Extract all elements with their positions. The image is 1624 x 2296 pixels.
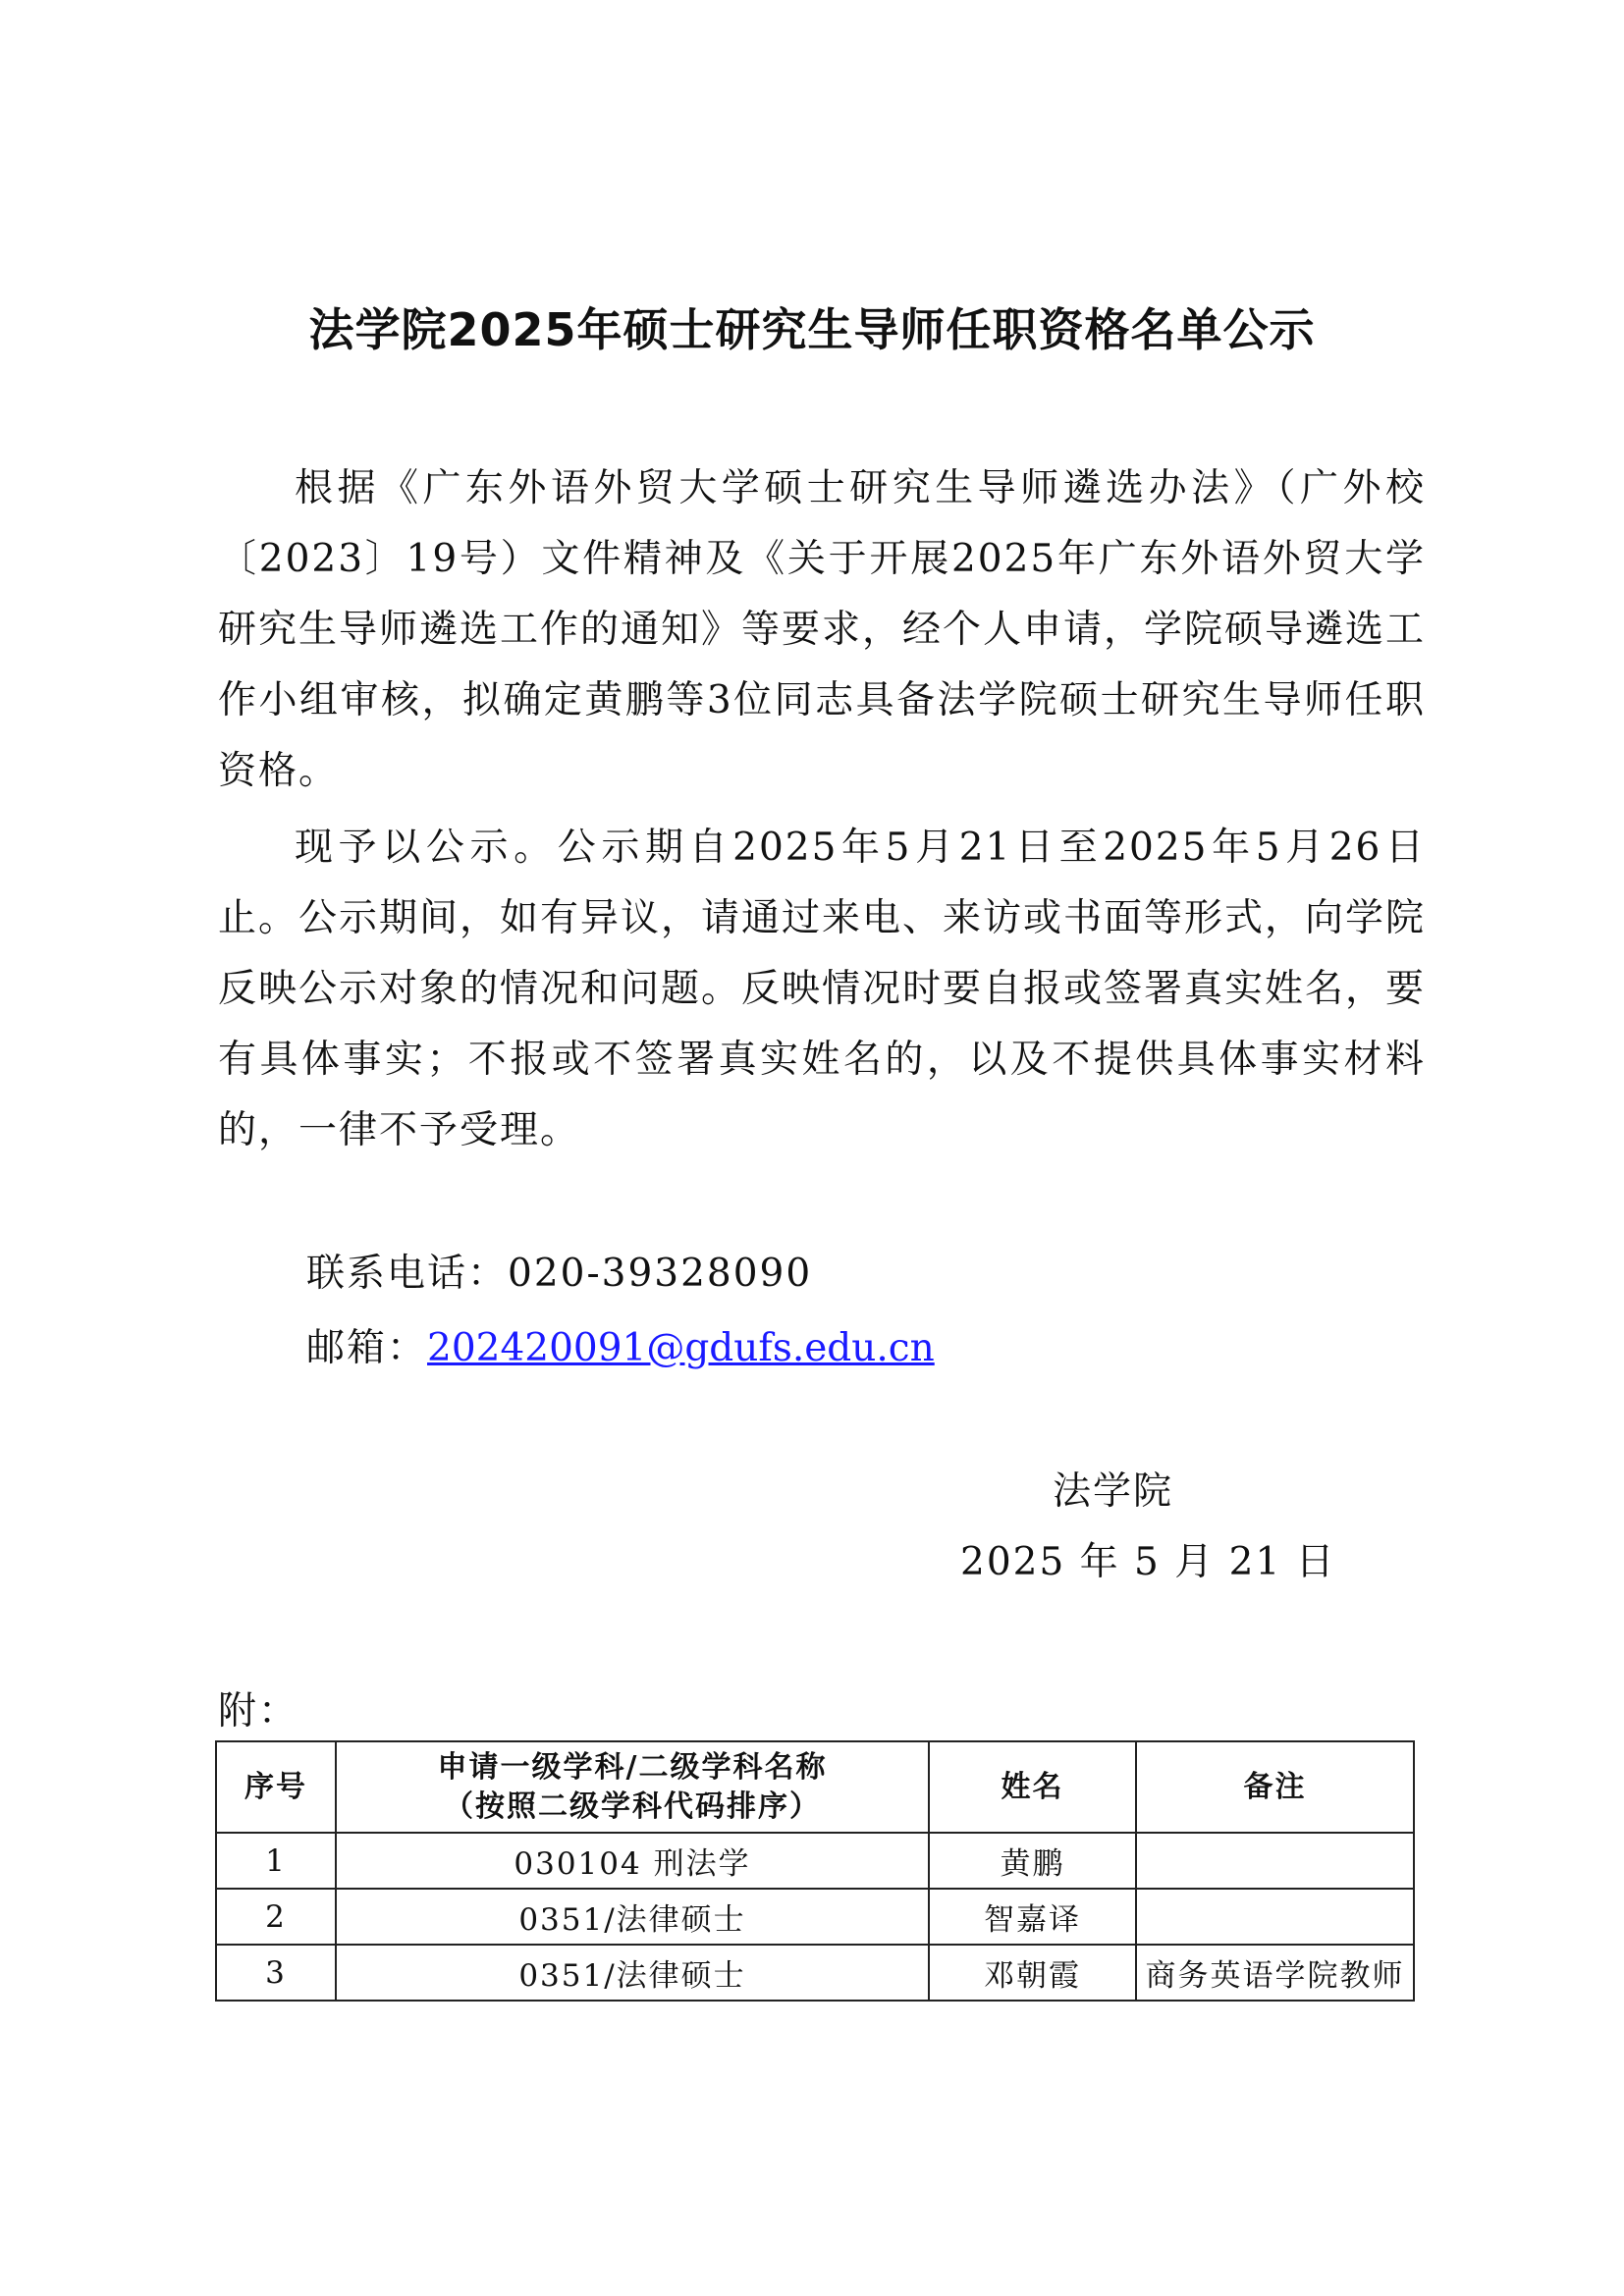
header-name: 姓名 xyxy=(929,1741,1136,1833)
signature-date: 2025 年 5 月 21 日 xyxy=(960,1540,1336,1584)
contact-phone xyxy=(306,1237,812,1311)
cell-subject: 0351/法律硕士 xyxy=(336,1889,929,1945)
cell-note: 商务英语学院教师 xyxy=(1136,1945,1414,2001)
paragraph-basis xyxy=(218,454,1426,807)
appendix-label: 附： xyxy=(218,1689,299,1734)
page-title: 法学院2025年硕士研究生导师任职资格名单公示 xyxy=(308,303,1316,356)
table-row xyxy=(216,1833,1414,1889)
cell-note xyxy=(1136,1889,1414,1945)
table-row xyxy=(216,1945,1414,2001)
phone-number: 020-39328090 xyxy=(508,1252,813,1296)
header-subject-line2: （按照二级学科代码排序） xyxy=(444,1789,821,1824)
email-link[interactable]: 202420091@gdufs.edu.cn xyxy=(427,1326,935,1370)
table-row xyxy=(216,1889,1414,1945)
cell-subject: 0351/法律硕士 xyxy=(336,1945,929,2001)
cell-name: 邓朝霞 xyxy=(929,1945,1136,2001)
phone-label: 联系电话： xyxy=(306,1252,509,1296)
paragraph-notice xyxy=(218,813,1426,1166)
header-subject-line1: 申请一级学科/二级学科名称 xyxy=(437,1749,828,1785)
paragraph-text: 根据《广东外语外贸大学硕士研究生导师遴选办法》（广外校〔2023〕19号）文件精神及《关于开展2025年广东外语外贸大学研究生导师遴选工作的通知》等要求，经个人申请，学院硕导遴选工作小组审核，拟确定黄鹏等3位同志具备法学院硕士研究生导师任职资格。 xyxy=(218,466,1427,793)
cell-seq: 3 xyxy=(216,1945,336,2001)
contact-email xyxy=(306,1311,935,1386)
table-header-row xyxy=(216,1741,1414,1833)
cell-seq: 1 xyxy=(216,1833,336,1889)
cell-note xyxy=(1136,1833,1414,1889)
candidate-table xyxy=(215,1740,1415,2002)
cell-name: 智嘉译 xyxy=(929,1889,1136,1945)
cell-seq: 2 xyxy=(216,1889,336,1945)
header-seq: 序号 xyxy=(216,1741,336,1833)
signature-org: 法学院 xyxy=(1053,1469,1174,1514)
email-label: 邮箱： xyxy=(306,1326,428,1370)
cell-name: 黄鹏 xyxy=(929,1833,1136,1889)
paragraph-text: 现予以公示。公示期自2025年5月21日至2025年5月26日止。公示期间，如有异议，请通过来电、来访或书面等形式，向学院反映公示对象的情况和问题。反映情况时要自报或签署真实姓名，要有具体事实；不报或不签署真实姓名的，以及不提供具体事实材料的，一律不予受理。 xyxy=(218,826,1427,1152)
header-subject xyxy=(336,1741,929,1833)
cell-subject: 030104 刑法学 xyxy=(336,1833,929,1889)
header-note: 备注 xyxy=(1136,1741,1414,1833)
